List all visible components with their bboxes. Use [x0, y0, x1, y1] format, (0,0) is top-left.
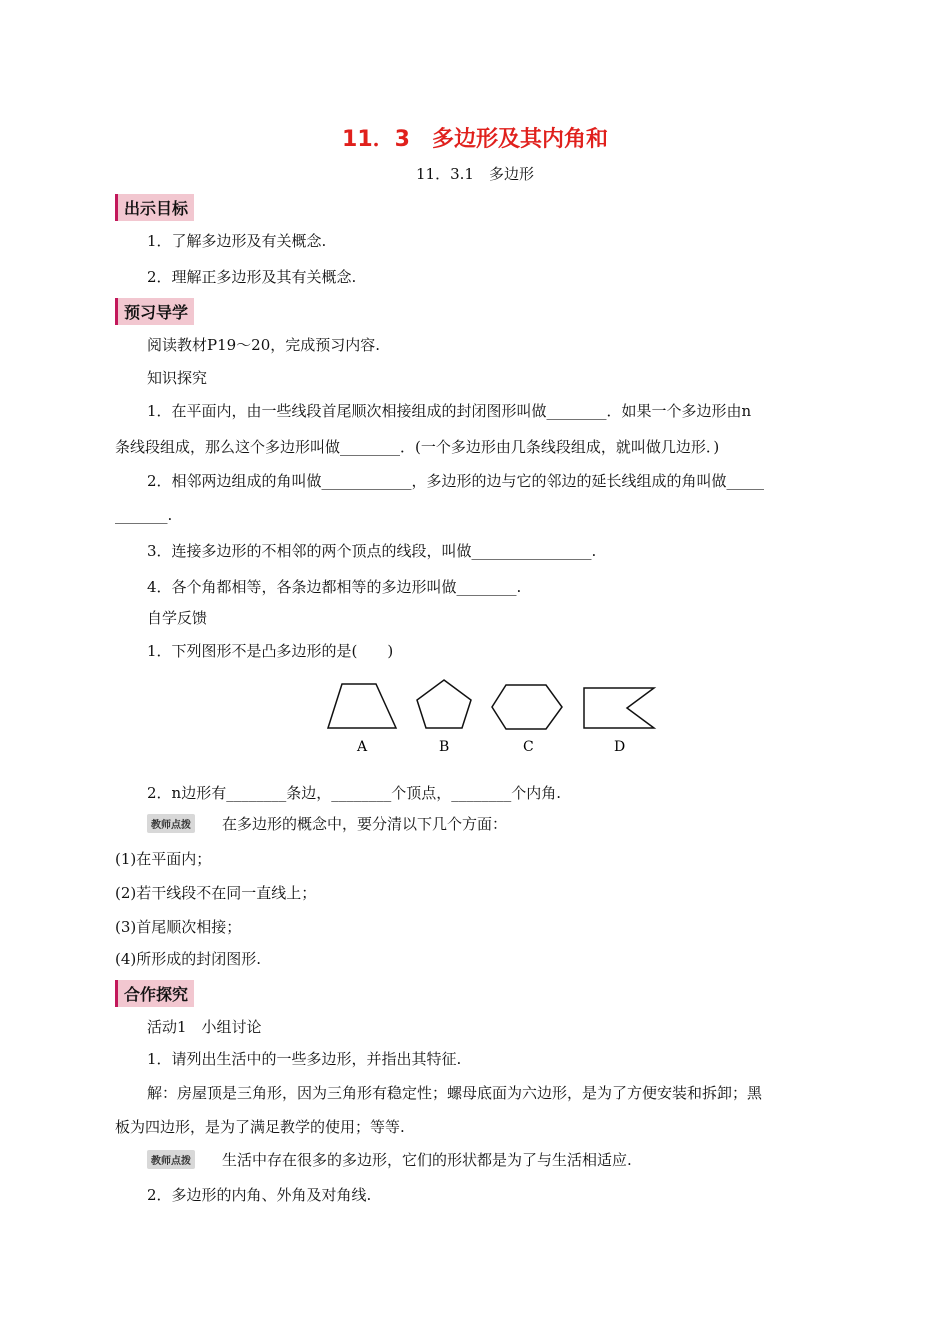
- activity-question-2: 2．多边形的内角、外角及对角线.: [147, 1186, 372, 1204]
- figure-label: A: [357, 739, 368, 755]
- polygon-figures: [320, 678, 665, 758]
- teacher-tip-badge: 教师点拨: [147, 1150, 195, 1169]
- section-tag-cooperate: 合作探究: [115, 980, 194, 1007]
- goal-item: 1．了解多边形及有关概念.: [147, 232, 327, 250]
- teacher-tip-text: 生活中存在很多的多边形，它们的形状都是为了与生活相适应.: [222, 1151, 632, 1169]
- figure-concave-pentagon: [584, 688, 654, 728]
- question-1-line-2: 条线段组成，那么这个多边形叫做________．(一个多边形由几条线段组成，就叫做几边形．): [115, 438, 720, 456]
- figure-label: D: [614, 739, 626, 755]
- question-4: 4．各个角都相等，各条边都相等的多边形叫做________.: [147, 578, 522, 596]
- feedback-question-1: 1．下列图形不是凸多边形的是( ): [147, 642, 394, 660]
- tip-item: (4)所形成的封闭图形.: [115, 950, 262, 968]
- goal-item: 2．理解正多边形及其有关概念.: [147, 268, 357, 286]
- section-tag-preview: 预习导学: [115, 298, 194, 325]
- feedback-question-2: 2．n边形有________条边，________个顶点，________个内角.: [147, 784, 561, 802]
- figure-hexagon: [492, 685, 562, 729]
- figure-label: C: [523, 739, 534, 755]
- tip-item: (2)若干线段不在同一直线上；: [115, 884, 317, 902]
- feedback-title: 自学反馈: [147, 609, 208, 627]
- preview-intro: 阅读教材P19～20，完成预习内容.: [147, 336, 381, 354]
- figure-trapezoid: [328, 684, 396, 728]
- section-tag-goals: 出示目标: [115, 194, 194, 221]
- figure-label: B: [439, 739, 450, 755]
- answer-line-2: 板为四边形，是为了满足教学的使用；等等.: [115, 1118, 405, 1136]
- question-2-line-1: 2．相邻两边组成的角叫做____________，多边形的边与它的邻边的延长线组成的角叫做_____: [147, 472, 765, 490]
- tip-item: (1)在平面内；: [115, 850, 212, 868]
- page-subtitle: 11．3.1 多边形: [416, 165, 534, 183]
- tip-item: (3)首尾顺次相接；: [115, 918, 242, 936]
- question-2-line-2: _______.: [115, 506, 173, 524]
- figure-pentagon: [417, 680, 471, 728]
- question-3: 3．连接多边形的不相邻的两个顶点的线段，叫做________________.: [147, 542, 597, 560]
- question-1-line-1: 1．在平面内，由一些线段首尾顺次相接组成的封闭图形叫做________．如果一个多边形由n: [147, 402, 752, 420]
- explore-title: 知识探究: [147, 369, 208, 387]
- activity-question-1: 1．请列出生活中的一些多边形，并指出其特征.: [147, 1050, 462, 1068]
- page-title: 11．3 多边形及其内角和: [342, 127, 608, 152]
- teacher-tip-text: 在多边形的概念中，要分清以下几个方面：: [222, 815, 508, 833]
- teacher-tip-badge: 教师点拨: [147, 814, 195, 833]
- answer-line-1: 解：房屋顶是三角形，因为三角形有稳定性；螺母底面为六边形，是为了方便安装和拆卸；黑: [147, 1084, 763, 1102]
- activity-title: 活动1 小组讨论: [147, 1018, 262, 1036]
